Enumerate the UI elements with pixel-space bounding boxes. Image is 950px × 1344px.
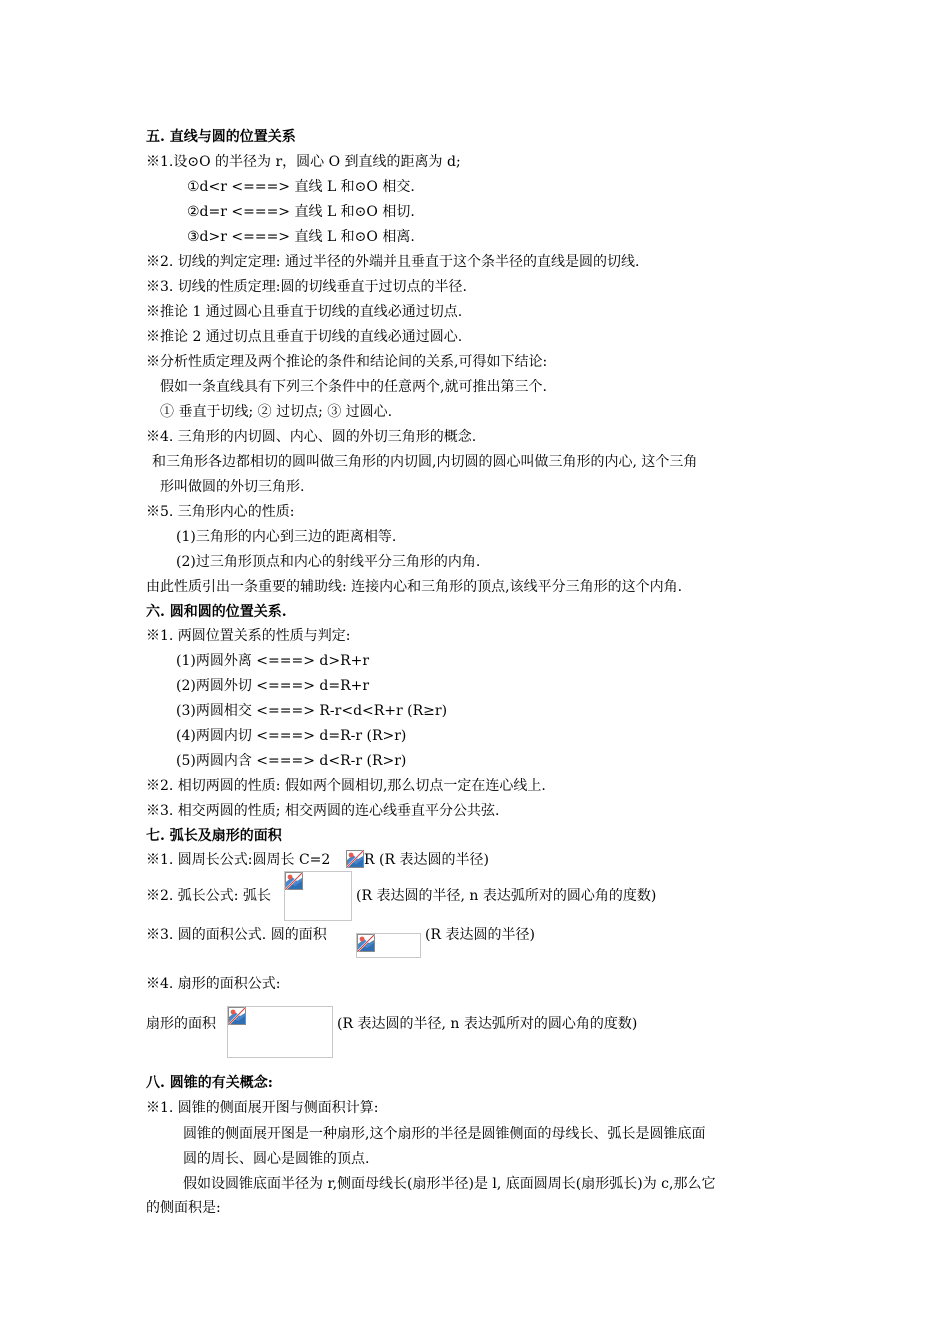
text-line: ※5. 三角形内心的性质: (146, 504, 295, 520)
text-line: (R 表达圆的半径) (425, 927, 535, 943)
text-line: ※3. 圆的面积公式. 圆的面积 (146, 927, 327, 943)
text-line: R (R 表达圆的半径) (364, 852, 489, 868)
text-line: ※推论 2 通过切点且垂直于切线的直线必通过圆心. (146, 329, 463, 345)
text-line: (5)两圆内含 <===> d<R-r (R>r) (176, 753, 407, 769)
text-line: ※4. 扇形的面积公式: (146, 976, 281, 992)
section-8-heading: 八. 圆锥的有关概念: (146, 1075, 273, 1091)
text-line: ③d>r <===> 直线 L 和⊙O 相离. (187, 229, 415, 245)
text-line: ※1. 圆周长公式:圆周长 C=2 (146, 852, 331, 868)
text-line: ※1. 圆锥的侧面展开图与侧面积计算: (146, 1100, 379, 1116)
text-line: ※分析性质定理及两个推论的条件和结论间的关系,可得如下结论: (146, 354, 548, 370)
broken-image-icon (357, 934, 375, 952)
formula-image-placeholder (356, 933, 421, 958)
section-7-heading: 七. 弧长及扇形的面积 (146, 828, 282, 844)
text-line: ※3. 相交两圆的性质; 相交两圆的连心线垂直平分公共弦. (146, 803, 500, 819)
text-line: ※1. 两圆位置关系的性质与判定: (146, 628, 351, 644)
text-line: 假如设圆锥底面半径为 r,侧面母线长(扇形半径)是 l, 底面圆周长(扇形弧长)为 c,那么它 (183, 1176, 716, 1192)
text-line: 形叫做圆的外切三角形. (160, 479, 305, 495)
text-line: ※3. 切线的性质定理:圆的切线垂直于过切点的半径. (146, 279, 467, 295)
text-line: (R 表达圆的半径, n 表达弧所对的圆心角的度数) (337, 1016, 638, 1032)
text-line: 假如一条直线具有下列三个条件中的任意两个,就可推出第三个. (160, 379, 547, 395)
text-line: 圆的周长、圆心是圆锥的顶点. (183, 1151, 370, 1167)
formula-image-placeholder (227, 1006, 333, 1058)
formula-image-placeholder (284, 871, 352, 921)
text-line: 圆锥的侧面展开图是一种扇形,这个扇形的半径是圆锥侧面的母线长、弧长是圆锥底面 (183, 1126, 706, 1142)
text-line: ※推论 1 通过圆心且垂直于切线的直线必通过切点. (146, 304, 463, 320)
text-line: (2)两圆外切 <===> d=R+r (176, 678, 370, 694)
text-line: 扇形的面积 (146, 1016, 216, 1032)
section-6-heading: 六. 圆和圆的位置关系. (146, 604, 287, 620)
text-line: (1)两圆外离 <===> d>R+r (176, 653, 370, 669)
text-line: 和三角形各边都相切的圆叫做三角形的内切圆,内切圆的圆心叫做三角形的内心, 这个三角 (152, 454, 698, 470)
text-line: ※4. 三角形的内切圆、内心、圆的外切三角形的概念. (146, 429, 477, 445)
text-line: 由此性质引出一条重要的辅助线: 连接内心和三角形的顶点,该线平分三角形的这个内角. (146, 579, 683, 595)
text-line: (2)过三角形顶点和内心的射线平分三角形的内角. (176, 554, 481, 570)
text-line: ※2. 弧长公式: 弧长 (146, 888, 271, 904)
text-line: (4)两圆内切 <===> d=R-r (R>r) (176, 728, 407, 744)
text-line: ②d=r <===> 直线 L 和⊙O 相切. (187, 204, 415, 220)
text-line: ※1.设⊙O 的半径为 r，圆心 O 到直线的距离为 d; (146, 154, 461, 170)
text-line: 的侧面积是: (146, 1200, 221, 1216)
text-line: ※2. 相切两圆的性质: 假如两个圆相切,那么切点一定在连心线上. (146, 778, 546, 794)
text-line: ① 垂直于切线; ② 过切点; ③ 过圆心. (160, 404, 393, 420)
text-line: ①d<r <===> 直线 L 和⊙O 相交. (187, 179, 415, 195)
text-line: ※2. 切线的判定定理: 通过半径的外端并且垂直于这个条半径的直线是圆的切线. (146, 254, 640, 270)
section-5-heading: 五. 直线与圆的位置关系 (146, 129, 296, 145)
text-line: (1)三角形的内心到三边的距离相等. (176, 529, 397, 545)
text-line: (3)两圆相交 <===> R-r<d<R+r (R≥r) (176, 703, 448, 719)
broken-image-icon (285, 872, 303, 890)
text-line: (R 表达圆的半径, n 表达弧所对的圆心角的度数) (356, 888, 657, 904)
broken-image-icon (346, 850, 364, 868)
broken-image-icon (228, 1007, 246, 1025)
